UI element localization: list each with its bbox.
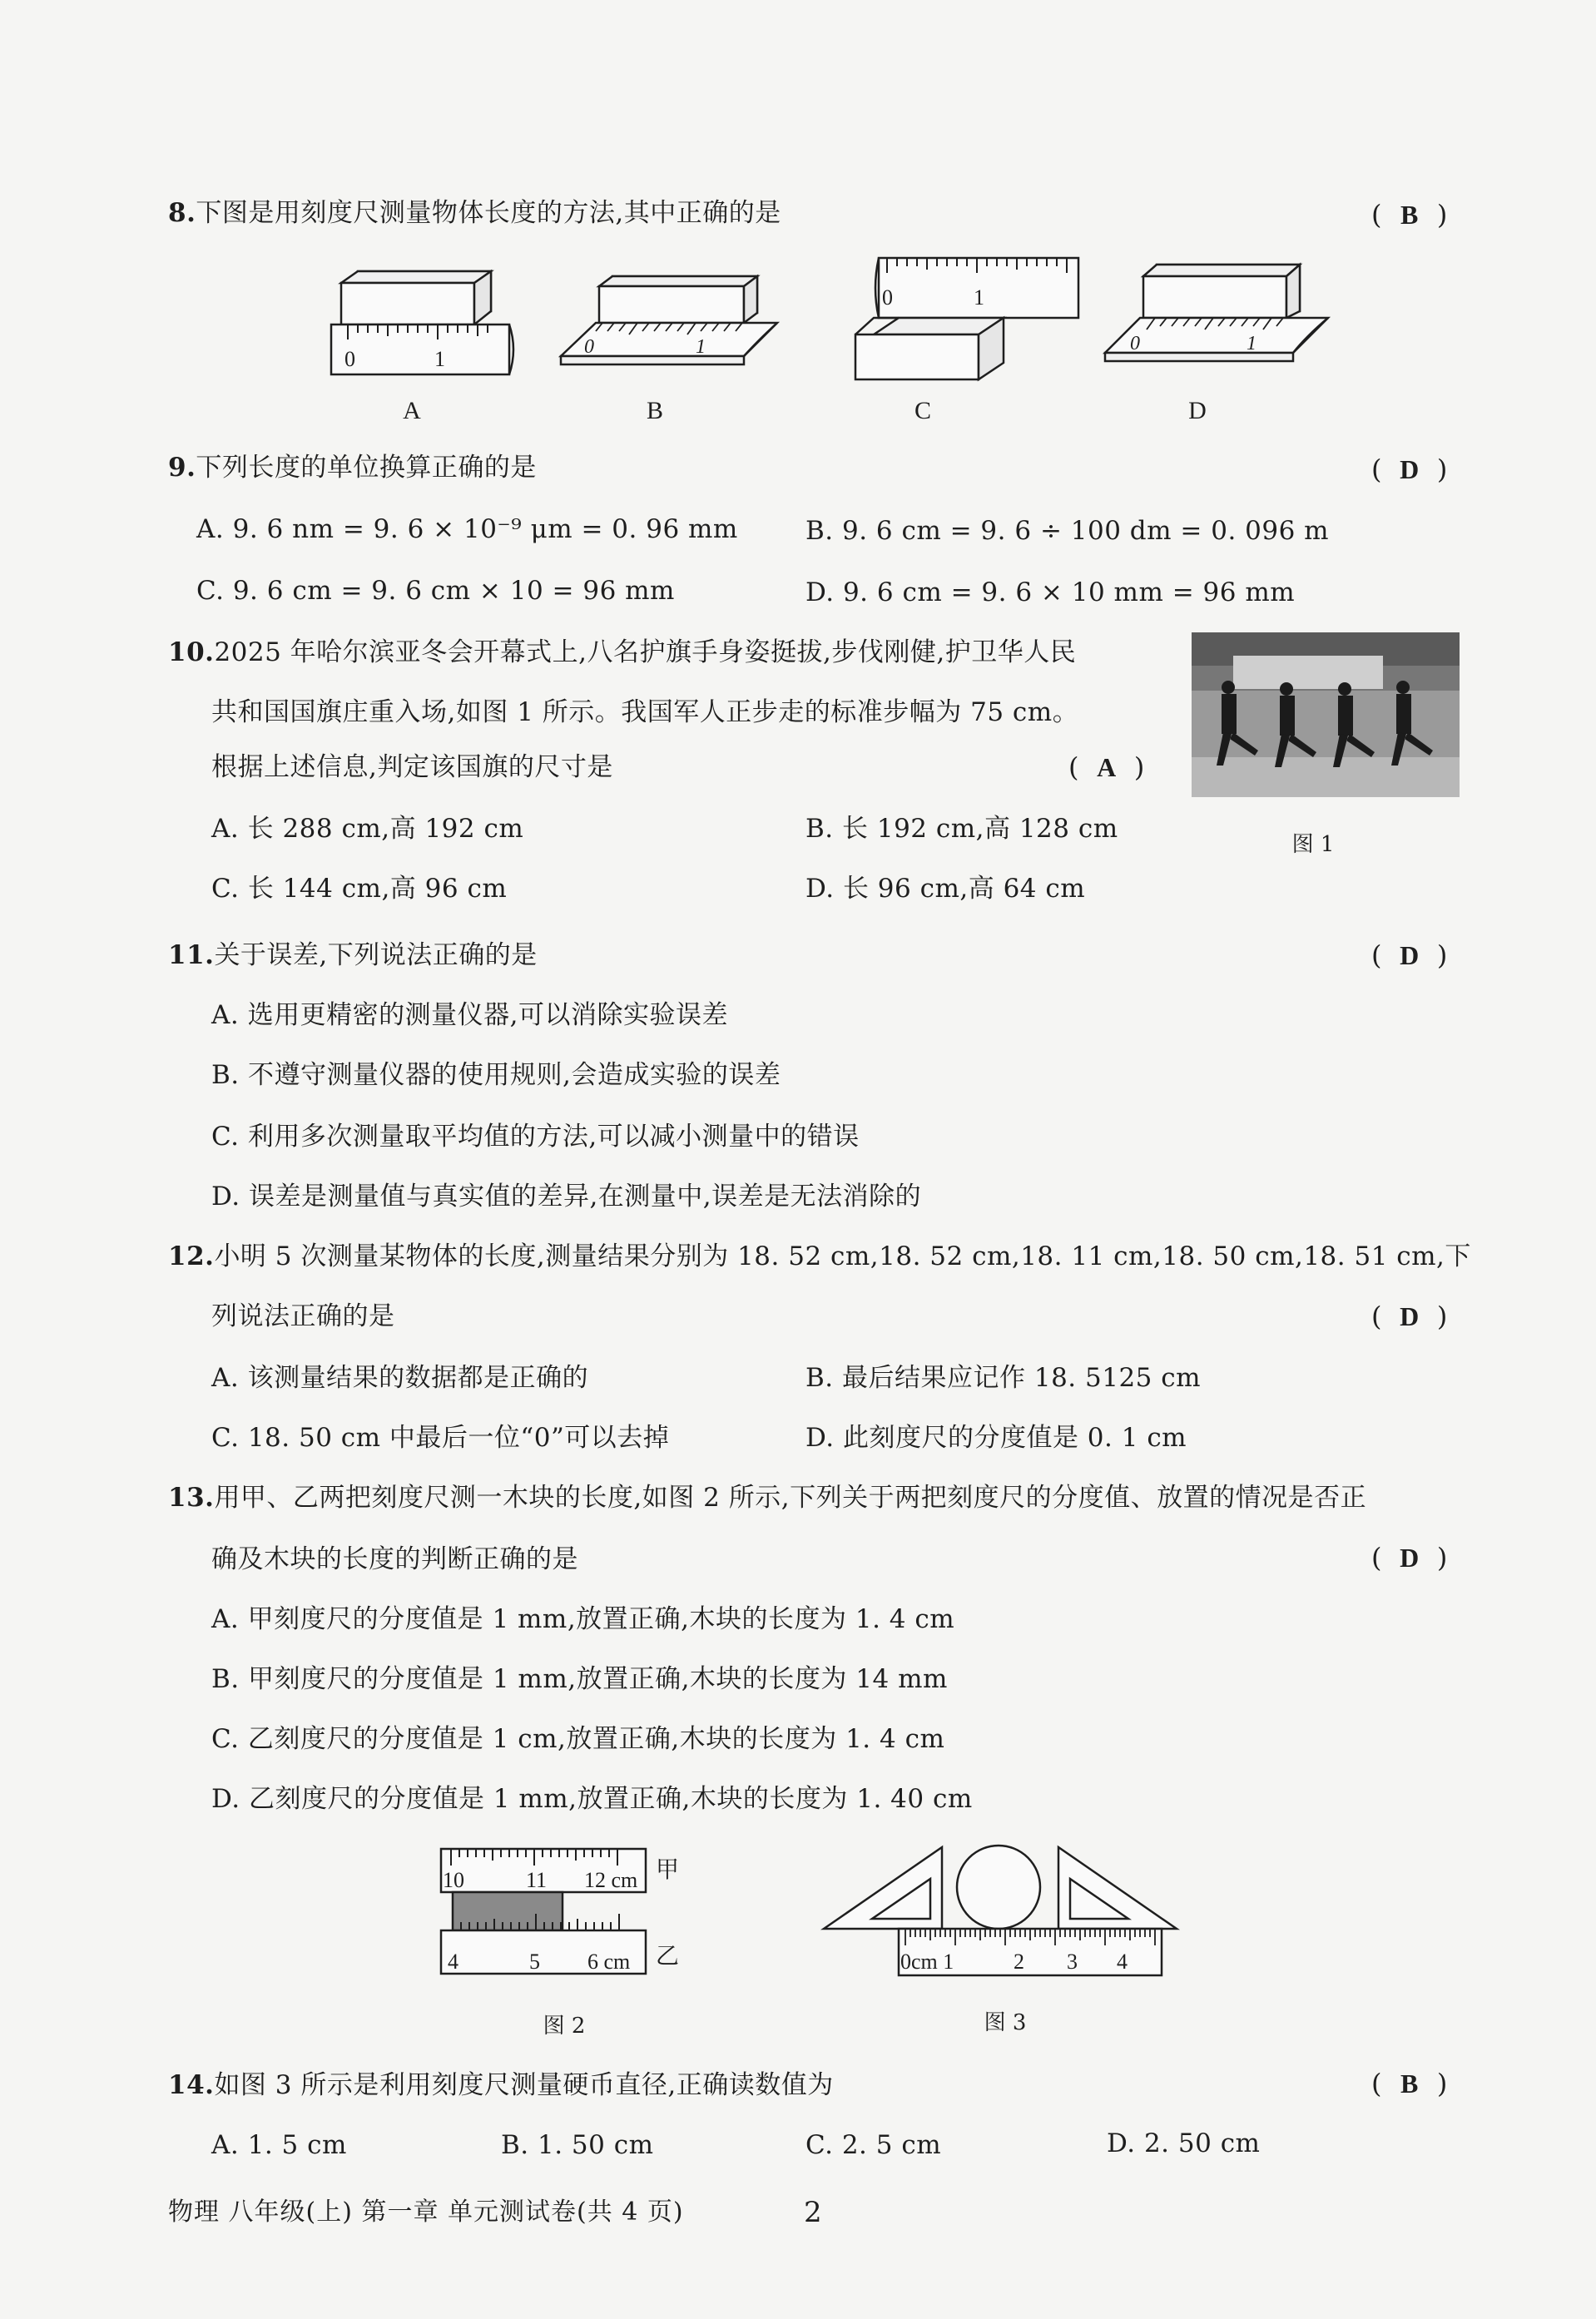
footer-info: 物理 八年级(上) 第一章 单元测试卷(共 4 页)	[168, 2198, 684, 2227]
fig8-label-a: A	[403, 397, 421, 424]
q13-number: 13.	[168, 1483, 215, 1513]
fig8-label-b: B	[646, 397, 663, 424]
fig8-d-one: 1	[1247, 333, 1256, 354]
q14-option-c: C. 2. 5 cm	[805, 2130, 942, 2160]
q11-option-d: D. 误差是测量值与真实值的差异,在测量中,误差是无法消除的	[211, 1182, 922, 1212]
q11-text	[168, 939, 538, 972]
q12-option-c: C. 18. 50 cm 中最后一位“0”可以去掉	[211, 1423, 670, 1453]
q10-line1-text: 2025 年哈尔滨亚冬会开幕式上,八名护旗手身姿挺拔,步伐刚健,护卫华人民	[214, 637, 1077, 667]
fig3-caption: 图 3	[984, 2010, 1027, 2035]
q12-option-a: A. 该测量结果的数据都是正确的	[211, 1363, 589, 1393]
q12-line2: 列说法正确的是	[211, 1301, 395, 1331]
q12-answer: ( D )	[1371, 1301, 1448, 1332]
q11-answer: ( D )	[1371, 939, 1448, 971]
q9-text	[168, 451, 537, 484]
q11-stem: 关于误差,下列说法正确的是	[214, 940, 538, 970]
q11-option-c: C. 利用多次测量取平均值的方法,可以减小测量中的错误	[211, 1122, 860, 1152]
fig8-c-one: 1	[974, 285, 984, 310]
q13-line2: 确及木块的长度的判断正确的是	[211, 1544, 578, 1574]
q8-number: 8.	[168, 198, 196, 228]
q14-stem: 如图 3 所示是利用刻度尺测量硬币直径,正确读数值为	[214, 2070, 834, 2100]
q9-option-d: D. 9. 6 cm = 9. 6 × 10 mm = 96 mm	[805, 577, 1296, 607]
q14-answer: ( B )	[1371, 2068, 1448, 2099]
fig3-tick-4: 4	[1117, 1950, 1128, 1974]
q11-option-a: A. 选用更精密的测量仪器,可以消除实验误差	[211, 1000, 728, 1030]
flag-guards-photo	[1192, 632, 1460, 797]
q13-option-d: D. 乙刻度尺的分度值是 1 mm,放置正确,木块的长度为 1. 40 cm	[211, 1784, 973, 1814]
q12-option-d: D. 此刻度尺的分度值是 0. 1 cm	[805, 1423, 1187, 1453]
fig2-rulers	[433, 1846, 699, 1979]
q10-option-a: A. 长 288 cm,高 192 cm	[211, 814, 524, 844]
q14-answer-value: B	[1400, 2069, 1419, 2098]
q13-option-b: B. 甲刻度尺的分度值是 1 mm,放置正确,木块的长度为 14 mm	[211, 1664, 948, 1694]
fig2-ruler-label-top: 甲	[656, 1856, 680, 1883]
q13-option-a: A. 甲刻度尺的分度值是 1 mm,放置正确,木块的长度为 1. 4 cm	[211, 1604, 955, 1634]
q10-option-b: B. 长 192 cm,高 128 cm	[805, 814, 1118, 844]
q10-line3: 根据上述信息,判定该国旗的尺寸是	[211, 752, 613, 782]
fig8-c-zero: 0	[882, 285, 893, 310]
q13-line1-text: 用甲、乙两把刻度尺测一木块的长度,如图 2 所示,下列关于两把刻度尺的分度值、放置的情况是否正	[214, 1483, 1367, 1513]
q13-answer: ( D )	[1371, 1542, 1448, 1573]
fig8-b-drawing	[553, 270, 786, 378]
q10-option-d: D. 长 96 cm,高 64 cm	[805, 874, 1086, 904]
q14-number: 14.	[168, 2070, 215, 2100]
fig3-coin-measure	[817, 1842, 1188, 1984]
fig2-top-tick-10: 10	[443, 1868, 464, 1892]
q10-number: 10.	[168, 637, 215, 667]
fig1-caption: 图 1	[1291, 832, 1335, 857]
q9-number: 9.	[168, 453, 196, 483]
fig8-a-drawing	[325, 265, 524, 381]
q14-text	[168, 2069, 834, 2102]
q13-answer-value: D	[1400, 1543, 1420, 1573]
q14-option-b: B. 1. 50 cm	[501, 2130, 654, 2160]
q10-option-c: C. 长 144 cm,高 96 cm	[211, 874, 508, 904]
fig8-a-zero: 0	[344, 347, 355, 371]
fig2-ruler-label-bottom: 乙	[656, 1942, 680, 1970]
q10-line2: 共和国国旗庄重入场,如图 1 所示。我国军人正步走的标准步幅为 75 cm。	[211, 697, 1079, 727]
fig2-bottom-tick-6: 6 cm	[587, 1950, 631, 1974]
q14-option-a: A. 1. 5 cm	[211, 2130, 347, 2160]
page-number: 2	[804, 2196, 823, 2229]
q8-answer: ( B )	[1371, 199, 1448, 230]
q8-stem: 下图是用刻度尺测量物体长度的方法,其中正确的是	[196, 198, 781, 228]
q10-answer: ( A )	[1068, 751, 1145, 783]
q9-option-a: A. 9. 6 nm = 9. 6 × 10⁻⁹ μm = 0. 96 mm	[196, 514, 738, 544]
q9-option-b: B. 9. 6 cm = 9. 6 ÷ 100 dm = 0. 096 m	[805, 516, 1330, 546]
q9-answer: ( D )	[1371, 453, 1448, 485]
q12-number: 12.	[168, 1241, 215, 1271]
q12-answer-value: D	[1400, 1301, 1420, 1331]
q13-option-c: C. 乙刻度尺的分度值是 1 cm,放置正确,木块的长度为 1. 4 cm	[211, 1724, 945, 1754]
fig8-d-zero: 0	[1130, 333, 1140, 354]
q13-line1	[168, 1481, 1366, 1514]
q11-option-b: B. 不遵守测量仪器的使用规则,会造成实验的误差	[211, 1060, 781, 1090]
q9-answer-value: D	[1400, 454, 1420, 484]
fig8-a-one: 1	[434, 347, 445, 371]
fig2-top-tick-11: 11	[526, 1868, 548, 1892]
fig3-coin	[957, 1846, 1040, 1929]
fig2-bottom-tick-4: 4	[448, 1950, 458, 1974]
fig3-tick-0-1: 0cm 1	[900, 1950, 954, 1974]
fig2-caption: 图 2	[543, 2014, 586, 2039]
fig8-c-drawing	[849, 251, 1082, 384]
fig2-bottom-tick-5: 5	[529, 1950, 540, 1974]
q10-line1	[168, 636, 1076, 669]
q12-line1-text: 小明 5 次测量某物体的长度,测量结果分别为 18. 52 cm,18. 52 cm,18. 11 cm,18. 50 cm,18. 51 cm,下	[214, 1241, 1471, 1271]
q12-line1	[168, 1240, 1471, 1273]
fig8-label-d: D	[1188, 397, 1207, 424]
fig8-d-drawing	[1097, 258, 1338, 383]
fig3-tick-3: 3	[1067, 1950, 1078, 1974]
fig8-b-zero: 0	[584, 336, 594, 358]
fig8-label-c: C	[914, 397, 931, 424]
fig8-b-one: 1	[696, 336, 706, 358]
q9-option-c: C. 9. 6 cm = 9. 6 cm × 10 = 96 mm	[196, 576, 675, 606]
q11-answer-value: D	[1400, 940, 1420, 970]
q10-answer-value: A	[1097, 752, 1117, 782]
q8-answer-value: B	[1400, 200, 1419, 230]
fig3-tick-2: 2	[1014, 1950, 1024, 1974]
q11-number: 11.	[168, 940, 215, 970]
q14-option-d: D. 2. 50 cm	[1107, 2128, 1261, 2158]
fig2-top-tick-12: 12 cm	[584, 1868, 638, 1892]
q9-stem: 下列长度的单位换算正确的是	[196, 453, 537, 483]
q8-text	[168, 196, 781, 230]
q12-option-b: B. 最后结果应记作 18. 5125 cm	[805, 1363, 1202, 1393]
